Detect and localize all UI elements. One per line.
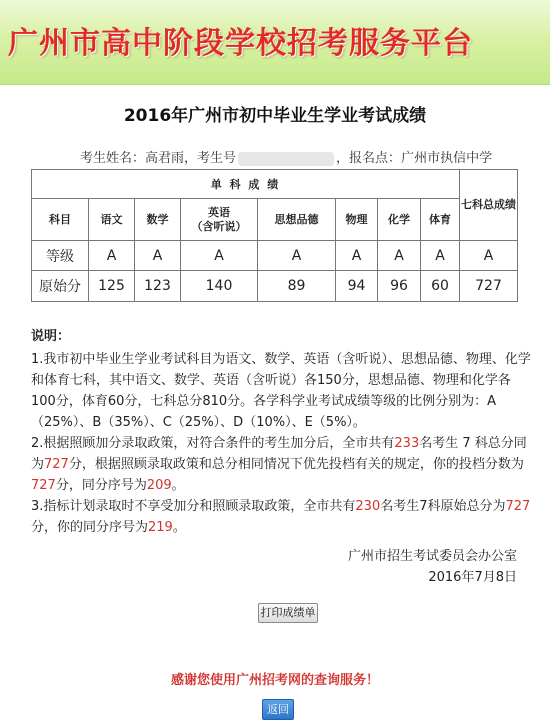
raw-row-label: 原始分	[32, 271, 89, 302]
note-2-text-c: 分，根据照顾录取政策和总分相同情况下优先投档有关的规定，你的投档分数为	[68, 457, 524, 472]
note-3-count: 230	[355, 499, 381, 514]
grade-physics: A	[336, 241, 378, 271]
thanks-message: 感谢您使用广州招考网的查询服务！	[170, 673, 379, 688]
note-3-text-d: 。	[172, 520, 186, 535]
note-2-text-b: 名考生 7 科总分同为	[31, 436, 527, 472]
grade-pe: A	[421, 241, 460, 271]
raw-math: 123	[135, 271, 181, 302]
raw-english: 140	[181, 271, 258, 302]
subject-chinese: 语文	[89, 199, 135, 241]
note-3-total: 727	[505, 499, 531, 514]
note-2	[31, 433, 531, 496]
single-subject-header: 单 科 成 绩	[32, 170, 460, 199]
subject-english	[181, 199, 258, 241]
print-score-button[interactable]: 打印成绩单	[258, 603, 318, 623]
grade-english: A	[181, 241, 258, 271]
total-header: 七科总成绩	[460, 170, 518, 241]
raw-chinese: 125	[89, 271, 135, 302]
subject-chemistry: 化学	[378, 199, 421, 241]
name-label: 考生姓名：	[80, 151, 146, 166]
note-3-text-b: 名考生7科原始总分为	[380, 499, 506, 514]
score-table	[31, 169, 518, 302]
signature-block	[348, 546, 517, 588]
notes-heading: 说明：	[31, 329, 71, 344]
raw-pe: 60	[421, 271, 460, 302]
site-title: 广州市高中阶段学校招考服务平台	[8, 26, 473, 61]
issuing-office: 广州市招生考试委员会办公室	[347, 549, 517, 564]
candidate-info	[80, 147, 492, 166]
note-2-rank: 209	[146, 478, 172, 493]
subject-physics: 物理	[336, 199, 378, 241]
subject-math: 数学	[135, 199, 181, 241]
site-name: 广州市执信中学	[401, 151, 493, 166]
note-3-text-a: 3.指标计划录取时不享受加分和照顾录取政策，全市共有	[31, 499, 356, 514]
grade-chemistry: A	[378, 241, 421, 271]
raw-score-row	[32, 271, 518, 302]
candidate-name: 高君雨	[145, 151, 185, 166]
raw-physics: 94	[336, 271, 378, 302]
subject-col-header: 科目	[32, 199, 89, 241]
grade-row-label: 等级	[32, 241, 89, 271]
candidate-id-label: ，考生号	[184, 151, 237, 166]
note-3-rank: 219	[148, 520, 173, 535]
note-2-filing-score: 727	[31, 478, 56, 493]
grade-math: A	[135, 241, 181, 271]
grade-chinese: A	[89, 241, 135, 271]
subject-pe: 体育	[421, 199, 460, 241]
site-banner	[0, 0, 550, 85]
raw-morality: 89	[258, 271, 336, 302]
note-3	[31, 496, 531, 538]
back-button[interactable]: 返回	[262, 699, 294, 720]
grade-total: A	[460, 241, 518, 271]
note-2-text-e: 。	[171, 478, 185, 493]
site-label: ，报名点：	[336, 151, 402, 166]
note-2-text-a: 2.根据照顾加分录取政策，对符合条件的考生加分后，全市共有	[31, 436, 395, 451]
note-2-text-d: 分，同分序号为	[55, 478, 147, 493]
subject-morality: 思想品德	[258, 199, 336, 241]
note-1: 1.我市初中毕业生学业考试科目为语文、数学、英语（含听说）、思想品德、物理、化学和体育七科，其中语文、数学、英语（含听说）各150分，思想品德、物理和化学各100分，体育60分，七科总分810分。各学科学业考试成绩等级的比例分别为：A（25%）、B（35%）、C（25%）、D（10%）、E（5%）。	[31, 352, 531, 430]
note-2-count: 233	[394, 436, 420, 451]
raw-total: 727	[460, 271, 518, 302]
note-3-text-c: 分，你的同分序号为	[31, 520, 149, 535]
note-2-total: 727	[44, 457, 69, 472]
candidate-id-redacted	[238, 152, 334, 166]
grade-row	[32, 241, 518, 271]
raw-chemistry: 96	[378, 271, 421, 302]
english-sub-label: （含听说）	[191, 219, 247, 233]
report-title: 2016年广州市初中毕业生学业考试成绩	[123, 106, 427, 126]
issue-date: 2016年7月8日	[428, 570, 517, 585]
grade-morality: A	[258, 241, 336, 271]
notes-section	[31, 326, 531, 538]
english-label: 英语	[208, 205, 230, 219]
